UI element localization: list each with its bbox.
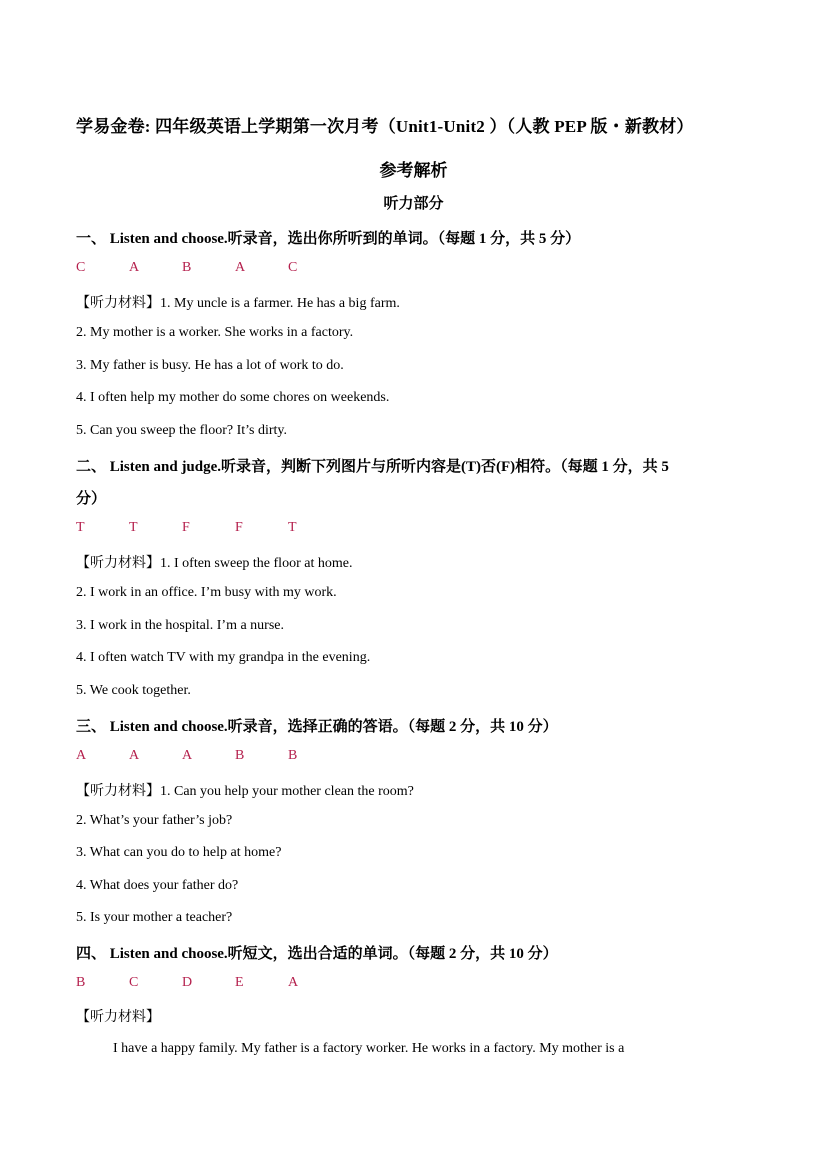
- section-2-heading: 二、 Listen and judge.听录音，判断下列图片与所听内容是(T)否(F)相符。（每题 1 分，共 5: [76, 459, 669, 475]
- material-label: 【听力材料】: [76, 296, 160, 311]
- answer: B: [182, 260, 192, 275]
- section-3-heading: 三、 Listen and choose.听录音，选择正确的答语。（每题 2 分，共 10 分）: [76, 719, 558, 735]
- document-title: 学易金卷: 四年级英语上学期第一次月考（Unit1-Unit2 ）（人教 PEP 版・新教材）: [76, 117, 694, 136]
- answer: T: [76, 520, 85, 535]
- answer: A: [76, 748, 87, 763]
- section-4-heading: 四、 Listen and choose.听短文，选出合适的单词。（每题 2 分，共 10 分）: [76, 946, 558, 962]
- answer: F: [182, 520, 190, 535]
- section-1-answers: [76, 260, 341, 276]
- material-line: 4. What does your father do?: [76, 878, 239, 893]
- answer: F: [235, 520, 243, 535]
- material-line: 【听力材料】1. Can you help your mother clean the room?: [76, 784, 414, 799]
- part-title: 听力部分: [383, 196, 444, 212]
- answer: T: [288, 520, 297, 535]
- material-label: 【听力材料】: [76, 1010, 160, 1025]
- material-line: 2. I work in an office. I’m busy with my work.: [76, 585, 337, 600]
- material-line: 2. My mother is a worker. She works in a factory.: [76, 325, 354, 340]
- section-4-answers: [76, 975, 341, 991]
- answer: C: [288, 260, 298, 275]
- material-line: 5. We cook together.: [76, 683, 191, 698]
- material-line: 2. What’s your father’s job?: [76, 813, 233, 828]
- answer: D: [182, 975, 193, 990]
- section-1-heading: 一、 Listen and choose.听录音，选出你所听到的单词。（每题 1 分，共 5 分）: [76, 231, 581, 247]
- answer: B: [235, 748, 245, 763]
- material-line: 5. Is your mother a teacher?: [76, 910, 233, 925]
- answer: A: [235, 260, 246, 275]
- material-line: 4. I often watch TV with my grandpa in the evening.: [76, 650, 371, 665]
- section-3-answers: [76, 748, 341, 764]
- answer: A: [129, 748, 140, 763]
- answer: E: [235, 975, 244, 990]
- material-line: 3. What can you do to help at home?: [76, 845, 282, 860]
- document-subtitle: 参考解析: [379, 161, 448, 180]
- material-line: 【听力材料】1. My uncle is a farmer. He has a big farm.: [76, 296, 400, 311]
- material-line: 4. I often help my mother do some chores on weekends.: [76, 390, 390, 405]
- material-line: 【听力材料】1. I often sweep the floor at home.: [76, 556, 353, 571]
- material-line: 3. I work in the hospital. I’m a nurse.: [76, 618, 285, 633]
- material-label: 【听力材料】: [76, 784, 160, 799]
- material-line: 5. Can you sweep the floor? It’s dirty.: [76, 423, 287, 438]
- material-line: 3. My father is busy. He has a lot of work to do.: [76, 358, 344, 373]
- answer: A: [288, 975, 299, 990]
- answer: A: [129, 260, 140, 275]
- answer: C: [76, 260, 86, 275]
- answer: A: [182, 748, 193, 763]
- answer: T: [129, 520, 138, 535]
- answer: B: [76, 975, 86, 990]
- material-paragraph: I have a happy family. My father is a factory worker. He works in a factory. My mother is a: [113, 1041, 625, 1056]
- answer: B: [288, 748, 298, 763]
- section-2-answers: [76, 520, 341, 536]
- material-label: 【听力材料】: [76, 556, 160, 571]
- section-2-heading-cont: 分）: [76, 491, 107, 507]
- answer: C: [129, 975, 139, 990]
